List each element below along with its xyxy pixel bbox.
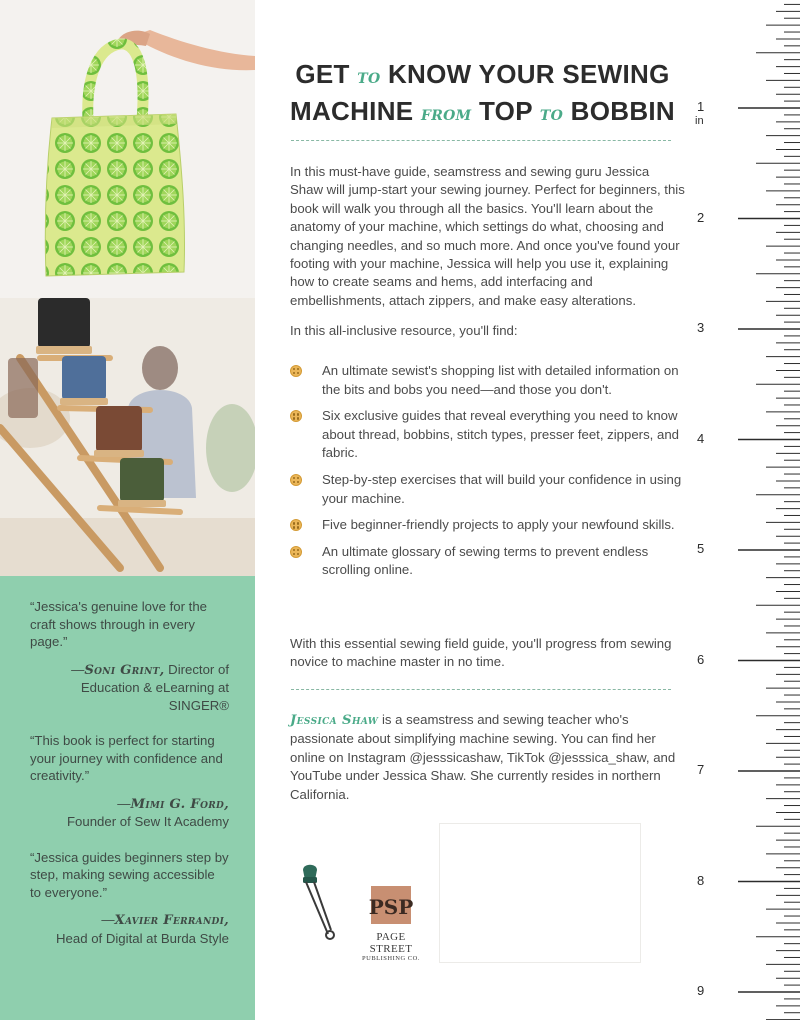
feature-item bbox=[290, 407, 685, 463]
quote-attribution bbox=[30, 911, 229, 947]
testimonials-panel bbox=[0, 576, 255, 1020]
ruler-number: 8 bbox=[697, 872, 705, 888]
thread-rack-illustration bbox=[0, 298, 255, 576]
button-icon bbox=[290, 546, 302, 558]
intro-paragraph: In this must-have guide, seamstress and sewing guru Jessica Shaw will jump-start your sewing journey. Perfect for beginners, this book will walk you through all the basics. You'll learn about the anatomy of your machine, which settings do what, choosing and changing needles, and so much more. And once you've found your footing with your machine, Jessica will help you use it, explaining how to create seams and hems, add interfacing and embellishments, attach zippers, and make easy alterations. bbox=[290, 164, 685, 308]
ruler-number: 1 bbox=[697, 99, 705, 114]
headline-word: TOP bbox=[478, 96, 533, 126]
feature-item bbox=[290, 362, 685, 399]
button-icon bbox=[290, 410, 302, 422]
barcode-area bbox=[439, 823, 641, 963]
quote-text: “This book is perfect for starting your journey with confidence and creativity.” bbox=[30, 733, 223, 783]
safety-pin-icon bbox=[295, 864, 337, 942]
publisher-sub: PUBLISHING CO. bbox=[362, 955, 420, 962]
ruler-number: 4 bbox=[697, 430, 705, 446]
resource-intro: In this all-inclusive resource, you'll find: bbox=[290, 323, 518, 338]
quote-author: Soni Grint, bbox=[84, 662, 165, 678]
ruler-number: 2 bbox=[697, 209, 705, 225]
ruler-number: 5 bbox=[697, 541, 705, 556]
divider-bottom bbox=[291, 689, 671, 690]
button-icon bbox=[290, 365, 302, 377]
quote-role: Founder of Sew It Academy bbox=[67, 814, 229, 829]
quote-author: Xavier Ferrandi, bbox=[114, 913, 229, 928]
inch-ruler bbox=[695, 0, 800, 1020]
ruler-number: 7 bbox=[697, 762, 705, 777]
feature-item bbox=[290, 543, 685, 580]
headline-connector: FROM bbox=[420, 108, 472, 124]
headline-word: MACHINE bbox=[289, 96, 414, 126]
quote-attribution bbox=[30, 795, 229, 831]
ruler-number: 3 bbox=[697, 320, 705, 335]
headline-word: GET bbox=[295, 59, 350, 89]
feature-text: Step-by-step exercises that will build your confidence in using your machine. bbox=[322, 471, 682, 506]
headline-word: KNOW YOUR SEWING bbox=[387, 59, 670, 89]
feature-item bbox=[290, 471, 685, 508]
tote-bag-photo bbox=[0, 0, 255, 298]
quote-text: “Jessica's genuine love for the craft shows through in every page.” bbox=[30, 599, 207, 649]
feature-text: Six exclusive guides that reveal everything you need to know about thread, bobbins, stitch types, presser feet, zippers, and fabric. bbox=[322, 408, 680, 461]
quote-dash: — bbox=[101, 912, 115, 927]
quote-author: Mimi G. Ford, bbox=[130, 796, 229, 812]
feature-text: An ultimate glossary of sewing terms to prevent endless scrolling online. bbox=[322, 543, 649, 578]
quote-dash: — bbox=[71, 661, 85, 677]
headline-connector: TO bbox=[539, 108, 564, 124]
author-name: Jessica Shaw bbox=[290, 713, 379, 728]
author-bio bbox=[290, 711, 685, 804]
quote-attribution bbox=[30, 661, 229, 715]
feature-item bbox=[290, 516, 685, 535]
ruler-number: 9 bbox=[697, 983, 705, 998]
author-bio-text: is a seamstress and sewing teacher who's passionate about simplifying machine sewing. You can find her online on Instagram @jesssicashaw, TikTok @jesssica_shaw, and YouTube under Jessica Shaw. She currently resides in northern California. bbox=[290, 712, 676, 802]
publisher-logo-letters: PSP bbox=[369, 895, 413, 919]
quote-text: “Jessica guides beginners step by step, making sewing accessible to everyone.” bbox=[30, 849, 229, 900]
thread-spools-photo bbox=[0, 298, 255, 576]
divider-top bbox=[291, 140, 671, 141]
headline-connector: TO bbox=[357, 71, 381, 87]
quote-role: Director of Education & eLearning at SINGER® bbox=[80, 661, 229, 713]
publisher-name: PAGE STREET bbox=[369, 931, 413, 955]
quote-dash: — bbox=[117, 795, 131, 811]
closing-paragraph: With this essential sewing field guide, you'll progress from sewing novice to machine master in no time. bbox=[290, 636, 672, 670]
testimonial-3 bbox=[30, 849, 229, 948]
headline bbox=[255, 58, 710, 132]
ruler-unit: in bbox=[695, 115, 704, 127]
ruler-ticks bbox=[710, 0, 800, 1020]
button-icon bbox=[290, 474, 302, 486]
testimonial-2 bbox=[30, 732, 229, 831]
back-cover-main bbox=[255, 0, 710, 1020]
feature-text: An ultimate sewist's shopping list with detailed information on the bits and bobs you need—and those you don't. bbox=[322, 363, 679, 397]
left-column bbox=[0, 0, 255, 1020]
feature-list bbox=[290, 362, 685, 580]
tote-bag-illustration bbox=[0, 0, 255, 298]
ruler-number: 6 bbox=[697, 651, 705, 667]
button-icon bbox=[290, 519, 302, 531]
quote-role: Head of Digital at Burda Style bbox=[56, 930, 229, 946]
testimonial-1 bbox=[30, 598, 229, 714]
page-street-logo bbox=[369, 882, 413, 926]
headline-word: BOBBIN bbox=[570, 96, 676, 126]
publisher-logo bbox=[359, 882, 423, 962]
feature-text: Five beginner-friendly projects to apply your newfound skills. bbox=[322, 517, 675, 533]
